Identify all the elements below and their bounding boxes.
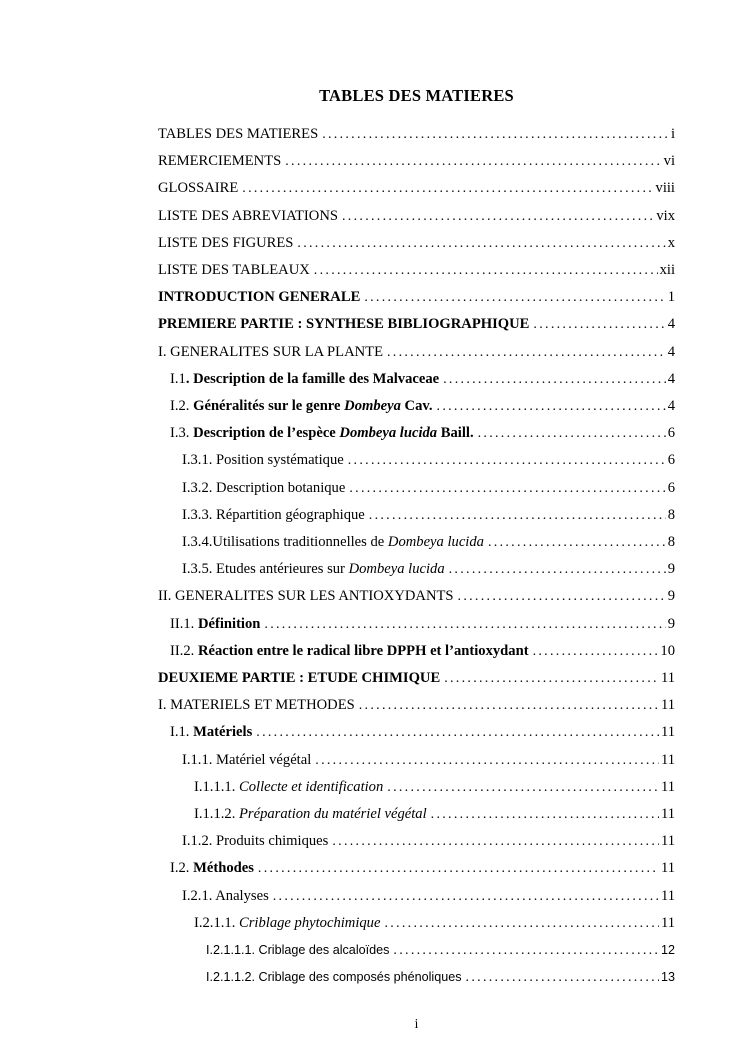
toc-entry[interactable] xyxy=(158,339,675,366)
toc-entry-label: GLOSSAIRE xyxy=(158,180,239,197)
dot-leader-icon xyxy=(431,801,659,828)
toc-entry[interactable] xyxy=(158,910,675,937)
toc-entry[interactable] xyxy=(158,529,675,556)
toc-entry-page: x xyxy=(667,234,675,251)
toc-entry[interactable] xyxy=(158,638,675,665)
toc-entry[interactable] xyxy=(158,366,675,393)
dot-leader-icon xyxy=(384,910,658,937)
dot-leader-icon xyxy=(533,638,659,665)
dot-leader-icon xyxy=(437,393,666,420)
toc-list xyxy=(158,121,675,992)
toc-entry-page: 11 xyxy=(660,697,675,714)
toc-entry-label: I.2.1.1. Criblage phytochimique xyxy=(194,914,381,931)
toc-entry-label: I.1.1. Matériel végétal xyxy=(182,751,312,768)
toc-entry-label: REMERCIEMENTS xyxy=(158,153,282,170)
toc-entry-page: vi xyxy=(663,153,675,170)
toc-entry[interactable] xyxy=(158,148,675,175)
toc-entry-label: I.2. Méthodes xyxy=(170,860,254,877)
toc-entry-label: LISTE DES ABREVIATIONS xyxy=(158,207,338,224)
toc-entry[interactable] xyxy=(158,556,675,583)
toc-entry-page: 6 xyxy=(667,425,675,442)
toc-entry[interactable] xyxy=(158,203,675,230)
toc-entry-page: 11 xyxy=(660,833,675,850)
toc-entry-label: I.2.1.1.1. Criblage des alcaloïdes xyxy=(206,943,390,958)
toc-entry-page: viii xyxy=(655,180,675,197)
toc-entry-page: 4 xyxy=(667,316,675,333)
dot-leader-icon xyxy=(488,529,666,556)
toc-entry-label: I.1. Description de la famille des Malvaceae xyxy=(170,370,440,387)
toc-entry-label: I. GENERALITES SUR LA PLANTE xyxy=(158,343,383,360)
toc-entry[interactable] xyxy=(158,583,675,610)
page-title: TABLES DES MATIERES xyxy=(319,86,514,105)
toc-entry-label: I.1. Matériels xyxy=(170,724,253,741)
toc-entry-page: 8 xyxy=(667,534,675,551)
dot-leader-icon xyxy=(285,148,661,175)
toc-entry[interactable] xyxy=(158,665,675,692)
toc-entry-label: I.2.1. Analyses xyxy=(182,887,269,904)
dot-leader-icon xyxy=(322,121,669,148)
dot-leader-icon xyxy=(478,420,666,447)
dot-leader-icon xyxy=(458,583,666,610)
toc-entry[interactable] xyxy=(158,611,675,638)
dot-leader-icon xyxy=(264,611,665,638)
toc-entry[interactable] xyxy=(158,420,675,447)
toc-entry-label: I.3.4.Utilisations traditionnelles de Dombeya lucida xyxy=(182,534,484,551)
dot-leader-icon xyxy=(359,692,659,719)
toc-entry[interactable] xyxy=(158,964,675,991)
dot-leader-icon xyxy=(443,366,666,393)
dot-leader-icon xyxy=(449,556,666,583)
toc-entry[interactable] xyxy=(158,257,675,284)
dot-leader-icon xyxy=(533,311,665,338)
toc-entry-label: I.3.2. Description botanique xyxy=(182,479,346,496)
dot-leader-icon xyxy=(242,175,653,202)
toc-entry-label: I.1.1.2. Préparation du matériel végétal xyxy=(194,806,427,823)
toc-entry-label: II.1. Définition xyxy=(170,615,261,632)
toc-entry-page: 11 xyxy=(660,860,675,877)
toc-entry[interactable] xyxy=(158,475,675,502)
toc-entry-label: I.3.3. Répartition géographique xyxy=(182,506,365,523)
toc-entry-page: 13 xyxy=(660,970,675,985)
dot-leader-icon xyxy=(258,855,659,882)
toc-entry-page: 11 xyxy=(660,914,675,931)
dot-leader-icon xyxy=(297,230,665,257)
toc-entry[interactable] xyxy=(158,828,675,855)
toc-entry[interactable] xyxy=(158,719,675,746)
toc-entry-page: 4 xyxy=(667,370,675,387)
toc-entry[interactable] xyxy=(158,883,675,910)
toc-entry-page: 9 xyxy=(667,615,675,632)
dot-leader-icon xyxy=(314,257,658,284)
toc-entry-page: 11 xyxy=(660,670,675,687)
dot-leader-icon xyxy=(273,883,659,910)
toc-entry-label: INTRODUCTION GENERALE xyxy=(158,289,361,306)
toc-entry[interactable] xyxy=(158,121,675,148)
toc-entry-label: I.1.2. Produits chimiques xyxy=(182,833,329,850)
toc-entry-page: 10 xyxy=(660,642,675,659)
toc-entry[interactable] xyxy=(158,230,675,257)
dot-leader-icon xyxy=(315,747,659,774)
dot-leader-icon xyxy=(387,339,666,366)
dot-leader-icon xyxy=(349,475,665,502)
toc-entry-label: I.2. Généralités sur le genre Dombeya Cav. xyxy=(170,398,433,415)
toc-entry[interactable] xyxy=(158,692,675,719)
dot-leader-icon xyxy=(342,203,654,230)
toc-entry-label: LISTE DES FIGURES xyxy=(158,234,294,251)
toc-entry-page: 1 xyxy=(667,289,675,306)
dot-leader-icon xyxy=(369,502,666,529)
toc-entry[interactable] xyxy=(158,801,675,828)
toc-entry-label: I.1.1.1. Collecte et identification xyxy=(194,778,384,795)
toc-entry-page: 11 xyxy=(660,751,675,768)
toc-entry-page: xii xyxy=(659,262,675,279)
toc-entry-page: 11 xyxy=(660,778,675,795)
toc-entry-page: 4 xyxy=(667,398,675,415)
toc-entry-label: TABLES DES MATIERES xyxy=(158,126,319,142)
dot-leader-icon xyxy=(387,774,659,801)
toc-entry-page: 6 xyxy=(667,452,675,469)
toc-entry[interactable] xyxy=(158,774,675,801)
toc-entry-label: DEUXIEME PARTIE : ETUDE CHIMIQUE xyxy=(158,670,441,687)
toc-entry-page: 9 xyxy=(667,588,675,605)
dot-leader-icon xyxy=(466,964,659,991)
toc-entry-page: 9 xyxy=(667,561,675,578)
dot-leader-icon xyxy=(256,719,659,746)
toc-entry[interactable] xyxy=(158,855,675,882)
toc-entry[interactable] xyxy=(158,393,675,420)
toc-entry-label: LISTE DES TABLEAUX xyxy=(158,262,310,279)
toc-entry-page: 8 xyxy=(667,506,675,523)
toc-entry-label: II.2. Réaction entre le radical libre DPPH et l’antioxydant xyxy=(170,642,529,659)
toc-entry[interactable] xyxy=(158,447,675,474)
toc-entry-page: 6 xyxy=(667,479,675,496)
toc-entry-label: I.3.5. Etudes antérieures sur Dombeya lucida xyxy=(182,561,445,578)
toc-entry-page: 12 xyxy=(660,943,675,958)
toc-entry[interactable] xyxy=(158,284,675,311)
dot-leader-icon xyxy=(348,447,666,474)
toc-entry[interactable] xyxy=(158,747,675,774)
toc-entry-page: 11 xyxy=(660,887,675,904)
dot-leader-icon xyxy=(332,828,659,855)
toc-entry-label: I.3.1. Position systématique xyxy=(182,452,344,469)
toc-entry-label: I.3. Description de l’espèce Dombeya lucida Baill. xyxy=(170,425,474,442)
toc-entry[interactable] xyxy=(158,175,675,202)
toc-entry-label: PREMIERE PARTIE : SYNTHESE BIBLIOGRAPHIQUE xyxy=(158,316,530,333)
toc-entry-page: 4 xyxy=(667,343,675,360)
dot-leader-icon xyxy=(393,937,659,964)
toc-entry-page: 11 xyxy=(660,724,675,741)
toc-entry[interactable] xyxy=(158,311,675,338)
toc-entry-page: 11 xyxy=(660,806,675,823)
toc-entry-label: I.2.1.1.2. Criblage des composés phénoliques xyxy=(206,970,462,985)
page-number-footer: i xyxy=(414,1015,419,1031)
dot-leader-icon xyxy=(444,665,659,692)
toc-entry-label: I. MATERIELS ET METHODES xyxy=(158,697,355,714)
toc-entry-page: i xyxy=(670,126,675,142)
toc-entry[interactable] xyxy=(158,502,675,529)
toc-entry-label: II. GENERALITES SUR LES ANTIOXYDANTS xyxy=(158,588,454,605)
dot-leader-icon xyxy=(364,284,665,311)
toc-entry-page: vix xyxy=(656,207,675,224)
toc-entry[interactable] xyxy=(158,937,675,964)
